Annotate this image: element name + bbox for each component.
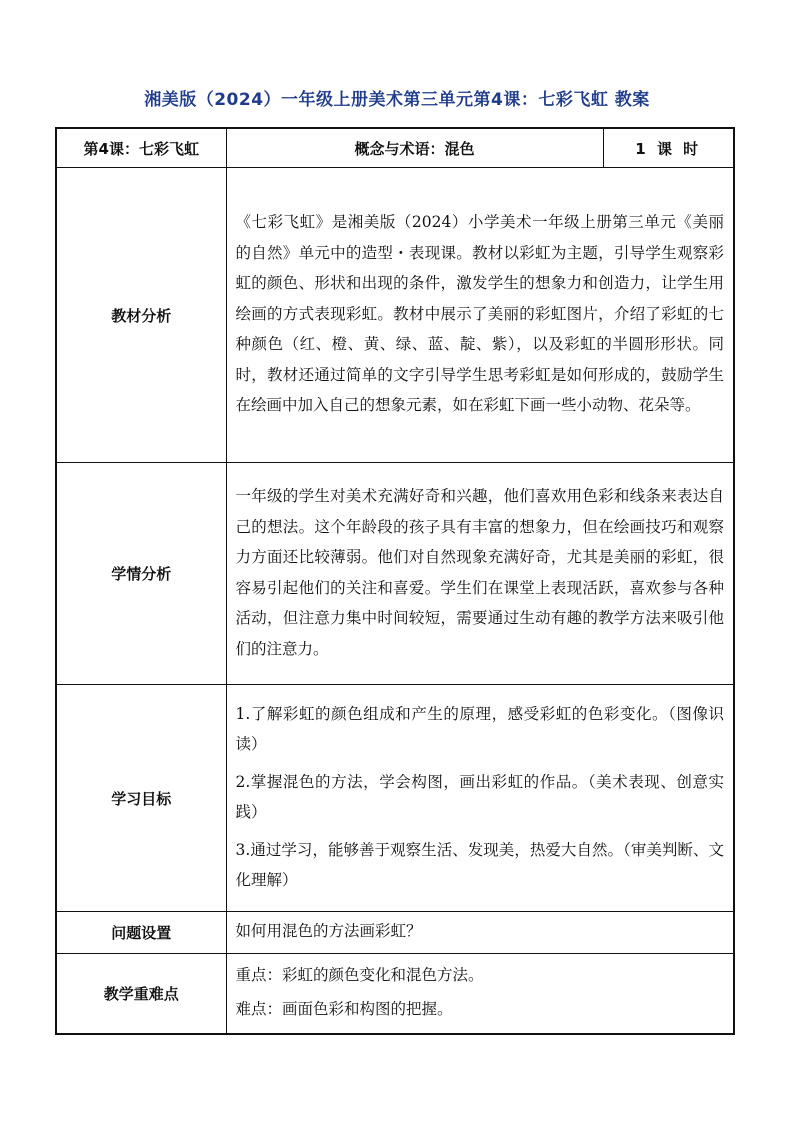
period-cell: 1 课 时 <box>603 128 734 168</box>
keypoints-text <box>226 954 734 1034</box>
goal-item: 2.掌握混色的方法，学会构图，画出彩虹的作品。（美术表现、创意实践） <box>235 772 724 821</box>
goals-label: 学习目标 <box>56 685 226 912</box>
keypoints-row <box>56 954 734 1034</box>
goal-item: 1.了解彩虹的颜色组成和产生的原理，感受彩虹的色彩变化。（图像识读） <box>235 704 724 753</box>
page-title: 湘美版（2024）一年级上册美术第三单元第4课：七彩飞虹 教案 <box>144 90 650 110</box>
lesson-plan-table <box>55 127 735 1035</box>
header-row <box>56 128 734 168</box>
goals-list <box>226 685 734 912</box>
difficult-point: 难点：画面色彩和构图的把握。 <box>235 1000 453 1019</box>
textbook-text: 《七彩飞虹》是湘美版（2024）小学美术一年级上册第三单元《美丽的自然》单元中的造型・表现课。教材以彩虹为主题，引导学生观察彩虹的颜色、形状和出现的条件，激发学生的想象力和创造力，让学生用绘画的方式表现彩虹。教材中展示了美丽的彩虹图片，介绍了彩虹的七种颜色（红、橙、黄、绿、蓝、靛、紫），以及彩虹的半圆形形状。同时，教材还通过简单的文字引导学生思考彩虹是如何形成的，鼓励学生在绘画中加入自己的想象元素，如在彩虹下画一些小动物、花朵等。 <box>226 168 734 463</box>
students-row <box>56 463 734 685</box>
question-text: 如何用混色的方法画彩虹？ <box>226 912 734 954</box>
students-label: 学情分析 <box>56 463 226 685</box>
lesson-cell: 第4课：七彩飞虹 <box>56 128 226 168</box>
goal-item: 3.通过学习，能够善于观察生活、发现美，热爱大自然。（审美判断、文化理解） <box>235 840 724 889</box>
key-point: 重点：彩虹的颜色变化和混色方法。 <box>235 966 484 985</box>
goals-row <box>56 685 734 912</box>
students-text: 一年级的学生对美术充满好奇和兴趣，他们喜欢用色彩和线条来表达自己的想法。这个年龄段的孩子具有丰富的想象力，但在绘画技巧和观察力方面还比较薄弱。他们对自然现象充满好奇，尤其是美丽的彩虹，很容易引起他们的关注和喜爱。学生们在课堂上表现活跃，喜欢参与各种活动，但注意力集中时间较短，需要通过生动有趣的教学方法来吸引他们的注意力。 <box>226 463 734 685</box>
concept-cell: 概念与术语：混色 <box>226 128 603 168</box>
question-label: 问题设置 <box>56 912 226 954</box>
textbook-row <box>56 168 734 463</box>
textbook-label: 教材分析 <box>56 168 226 463</box>
question-row <box>56 912 734 954</box>
keypoints-label: 教学重难点 <box>56 954 226 1034</box>
